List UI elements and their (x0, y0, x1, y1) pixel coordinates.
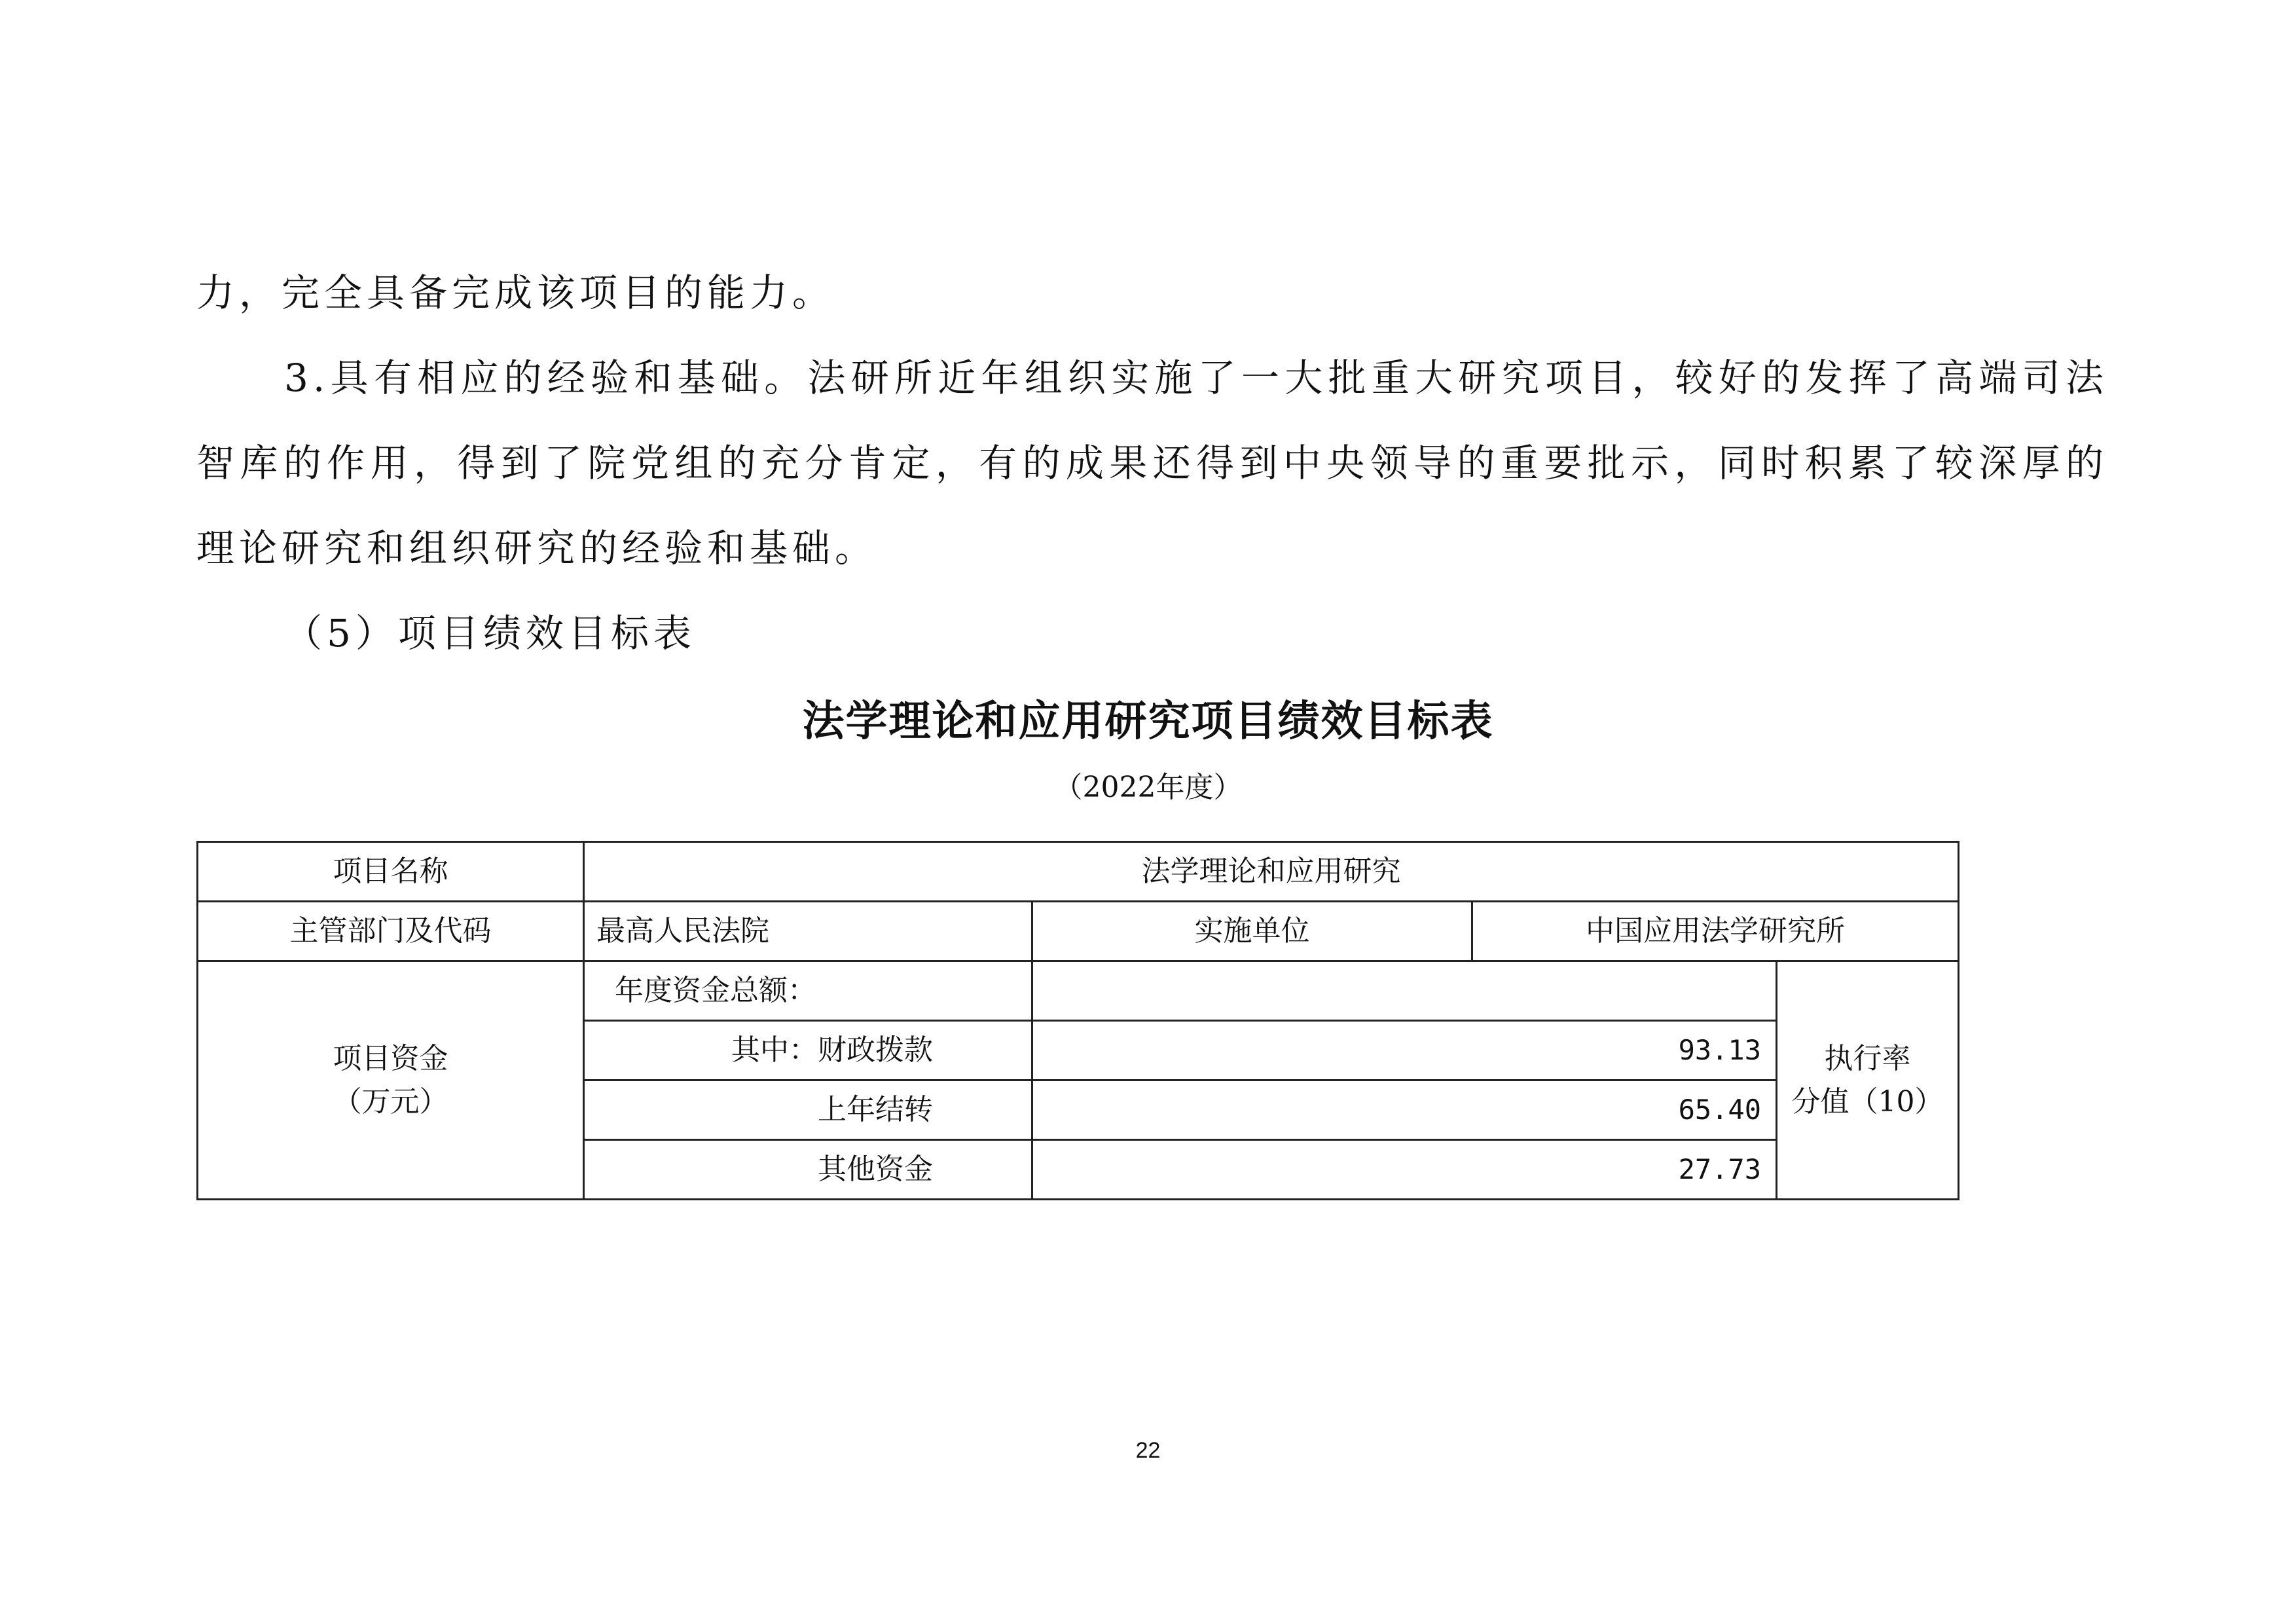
fiscal-appropriation-value: 93.13 (1032, 1021, 1777, 1080)
project-name-label: 项目名称 (198, 842, 584, 902)
table-row (198, 902, 1959, 961)
section-heading: （5）项目绩效目标表 (284, 611, 696, 655)
other-funds-value: 27.73 (1032, 1140, 1777, 1200)
paragraph-continuation: 力，完全具备完成该项目的能力。 (196, 270, 835, 315)
project-funds-label-text: 项目资金 (333, 1041, 448, 1075)
implementing-unit-value: 中国应用法学研究所 (1472, 902, 1959, 961)
other-funds-label: 其他资金 (584, 1140, 1032, 1200)
paragraph-experience: 3.具有相应的经验和基础。法研所近年组织实施了一大批重大研究项目，较好的发挥了高端司法智库的作用，得到了院党组的充分肯定，有的成果还得到中央领导的重要批示，同时积累了较深厚的理论研究和组织研究的经验和基础。 (196, 356, 2108, 570)
execution-rate-score (1777, 961, 1959, 1200)
table-row (198, 842, 1959, 902)
performance-target-table (196, 841, 1959, 1200)
department-label: 主管部门及代码 (198, 902, 584, 961)
implementing-unit-label: 实施单位 (1032, 902, 1472, 961)
annual-total-value (1032, 961, 1777, 1021)
department-value: 最高人民法院 (584, 902, 1032, 961)
carryover-label: 上年结转 (584, 1080, 1032, 1140)
execution-rate-score-label: 分值（10） (1791, 1084, 1944, 1118)
page-number: 22 (1135, 1438, 1161, 1463)
project-funds-label (198, 961, 584, 1200)
table-row (198, 961, 1959, 1021)
annual-total-label: 年度资金总额： (584, 961, 1032, 1021)
table-subtitle: （2022年度） (1053, 771, 1243, 804)
project-name-value: 法学理论和应用研究 (584, 842, 1959, 902)
fiscal-appropriation-label: 其中：财政拨款 (584, 1021, 1032, 1080)
carryover-value: 65.40 (1032, 1080, 1777, 1140)
execution-rate-label: 执行率 (1824, 1041, 1911, 1075)
table-title: 法学理论和应用研究项目绩效目标表 (802, 697, 1494, 746)
project-funds-unit: （万元） (333, 1084, 448, 1118)
